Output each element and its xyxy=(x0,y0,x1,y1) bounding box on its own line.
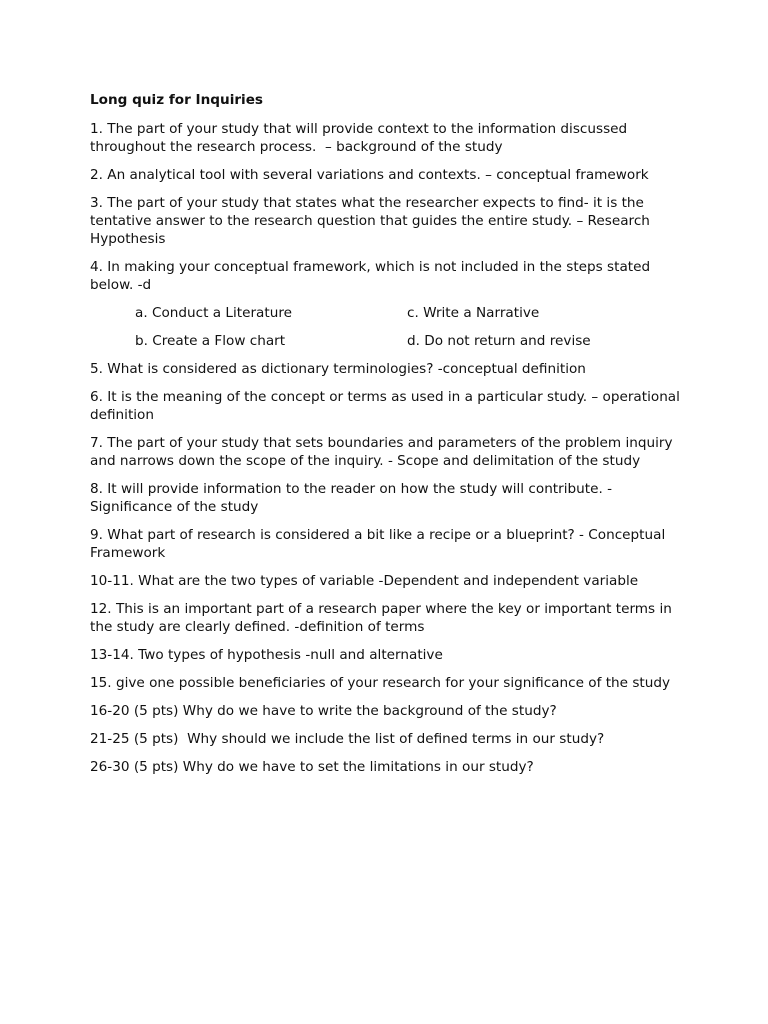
question-5: 5. What is considered as dictionary terminologies? -conceptual definition xyxy=(90,361,586,377)
question-26-30: 26-30 (5 pts) Why do we have to set the limitations in our study? xyxy=(90,759,534,775)
question-6: 6. It is the meaning of the concept or terms as used in a particular study. – operational definition xyxy=(90,389,685,423)
question-4: 4. In making your conceptual framework, which is not included in the steps stated below. -d xyxy=(90,259,655,293)
question-10-11: 10-11. What are the two types of variable -Dependent and independent variable xyxy=(90,573,639,589)
document-title: Long quiz for Inquiries xyxy=(90,92,264,108)
document-page xyxy=(90,91,690,786)
question-4-choices xyxy=(90,304,690,350)
question-3: 3. The part of your study that states what the researcher expects to find- it is the tentative answer to the research question that guides the entire study. – Research Hypothesis xyxy=(90,195,655,247)
choice-b: b. Create a Flow chart xyxy=(135,333,286,349)
question-9: 9. What part of research is considered a bit like a recipe or a blueprint? - Conceptual Framework xyxy=(90,527,670,561)
question-1: 1. The part of your study that will provide context to the information discussed throughout the research process. – background of the study xyxy=(90,121,632,155)
question-13-14: 13-14. Two types of hypothesis -null and alternative xyxy=(90,647,443,663)
choice-c: c. Write a Narrative xyxy=(407,305,540,321)
question-16-20: 16-20 (5 pts) Why do we have to write the background of the study? xyxy=(90,703,557,719)
question-15: 15. give one possible beneficiaries of your research for your significance of the study xyxy=(90,675,671,691)
choice-a: a. Conduct a Literature xyxy=(135,305,292,321)
question-7: 7. The part of your study that sets boundaries and parameters of the problem inquiry and narrows down the scope of the inquiry. - Scope and delimitation of the study xyxy=(90,435,677,469)
question-21-25: 21-25 (5 pts) Why should we include the list of defined terms in our study? xyxy=(90,731,605,747)
question-2: 2. An analytical tool with several variations and contexts. – conceptual framework xyxy=(90,167,649,183)
choice-d: d. Do not return and revise xyxy=(407,333,591,349)
question-8: 8. It will provide information to the reader on how the study will contribute. - Significance of the study xyxy=(90,481,617,515)
question-12: 12. This is an important part of a research paper where the key or important terms in the study are clearly defined. -definition of terms xyxy=(90,601,677,635)
